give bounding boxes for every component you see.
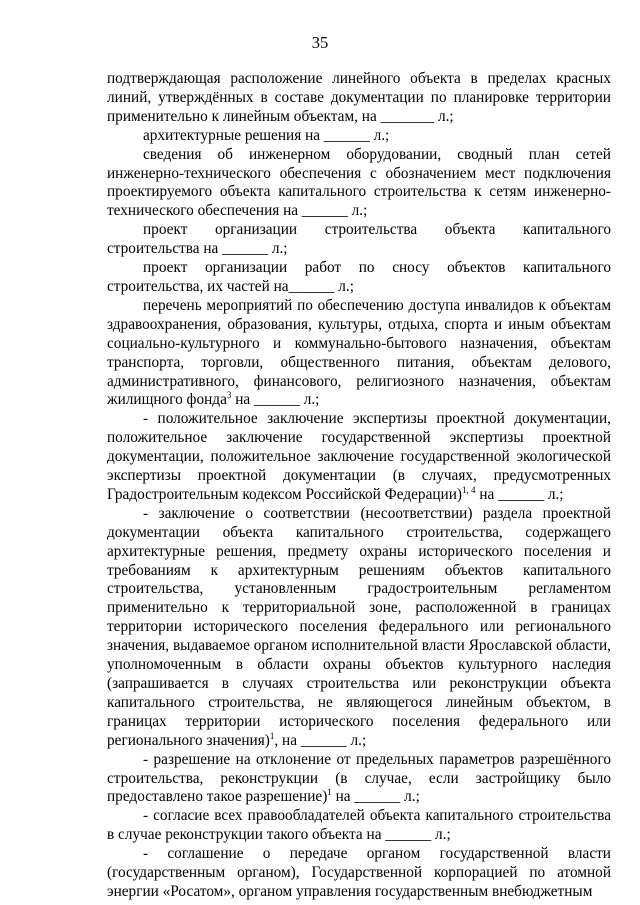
document-paragraph <box>107 751 611 808</box>
document-paragraph <box>107 505 611 751</box>
page-number: 35 <box>311 33 329 52</box>
paragraph-text: на ______ л.; <box>331 788 420 806</box>
document-body <box>107 70 611 902</box>
document-paragraph <box>107 146 611 222</box>
document-paragraph <box>107 221 611 259</box>
document-paragraph <box>107 807 611 845</box>
paragraph-text: - соглашение о передаче органом государственной власти (государственным органом), Государственной корпорацией по атомной энергии «Росатом», органом управления государственным внебюджетным <box>107 845 611 900</box>
paragraph-text: на ______ л.; <box>231 391 320 409</box>
paragraph-text: проект организации строительства объекта капитального строительства на ______ л.; <box>107 221 611 258</box>
paragraph-text: , на ______ л.; <box>274 731 367 749</box>
paragraph-text: архитектурные решения на ______ л.; <box>143 126 390 144</box>
paragraph-text: подтверждающая расположение линейного объекта в пределах красных линий, утверждённых в составе документации по планировке территории применительно к линейным объектам, на _______ л.; <box>107 70 611 125</box>
paragraph-text: сведения об инженерном оборудовании, сводный план сетей инженерно-технического обеспечения с обозначением мест подключения проектируемого объекта капитального строительства к сетям инженерно-технического обеспечения на ______ л.; <box>107 145 611 220</box>
footnote-reference: 1 <box>269 730 275 741</box>
document-paragraph <box>107 410 611 505</box>
paragraph-text: - заключение о соответствии (несоответствии) раздела проектной документации объекта капитального строительства, содержащего архитектурные решения, предмету охраны исторического поселения и требованиям к архитектурным решениям объектов капитального строительства, установленным градостроительным регламентом применительно к территориальной зоне, расположенной в границах территории исторического поселения федерального или регионального значения, выдаваемое органом исполнительной власти Ярославской области, уполномоченным в области охраны объектов культурного наследия (запрашивается в случаях строительства или реконструкции объекта капитального строительства, не являющегося линейным объектом, в границах территории исторического поселения федерального или регионального значения) <box>107 504 611 749</box>
document-paragraph <box>107 70 611 127</box>
document-paragraph <box>107 845 611 902</box>
footnote-reference: 1, 4 <box>462 484 476 495</box>
document-paragraph <box>107 127 611 146</box>
paragraph-text: проект организации работ по сносу объектов капитального строительства, их частей на______ л.; <box>107 259 611 295</box>
footnote-reference: 1 <box>327 787 332 798</box>
paragraph-text: - разрешение на отклонение от предельных параметров разрешённого строительства, реконструкции (в случае, если застройщику было предоставлено такое разрешение) <box>107 750 611 806</box>
footnote-reference: 3 <box>226 390 232 401</box>
document-paragraph <box>107 259 611 297</box>
paragraph-text: перечень мероприятий по обеспечению доступа инвалидов к объектам здравоохранения, образования, культуры, отдыха, спорта и иным объектам социально-культурного и коммунально-бытового назначения, объектам транспорта, торговли, общественного питания, объектам делового, административного, финансового, религиозного назначения, объектам жилищного фонда <box>107 296 611 409</box>
document-paragraph <box>107 297 611 410</box>
paragraph-text: на ______ л.; <box>475 485 564 503</box>
paragraph-text: - положительное заключение экспертизы проектной документации, положительное заключение государственной экспертизы проектной документации, положительное заключение государственной экологической экспертизы проектной документации (в случаях, предусмотренных Градостроительным кодексом Российской Федерации) <box>107 410 611 503</box>
paragraph-text: - согласие всех правообладателей объекта капитального строительства в случае реконструкции такого объекта на ______ л.; <box>107 807 611 844</box>
